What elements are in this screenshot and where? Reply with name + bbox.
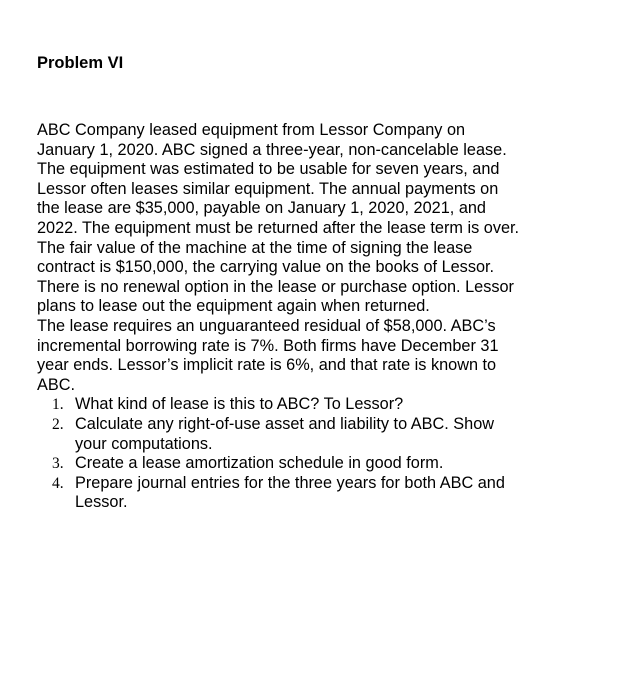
question-item [37,474,617,513]
text-line: 2022. The equipment must be returned after the lease term is over. [37,218,520,237]
text-line: year ends. Lessor’s implicit rate is 6%, and that rate is known to [37,356,497,375]
text-line: incremental borrowing rate is 7%. Both firms have December 31 [37,336,499,355]
text-line: plans to lease out the equipment again when returned. [37,297,430,316]
question-text: Calculate any right-of-use asset and liability to ABC. Show [75,414,495,433]
text-line: contract is $150,000, the carrying value on the books of Lessor. [37,258,495,277]
question-list [37,395,617,513]
question-text: Prepare journal entries for the three years for both ABC and [75,473,505,492]
text-line: Lessor often leases similar equipment. The annual payments on [37,179,499,198]
problem-paragraph-terms [37,317,617,395]
question-number: 2. [52,415,64,433]
problem-paragraph-facts [37,121,617,317]
question-text: Lessor. [75,493,128,512]
text-line: ABC Company leased equipment from Lessor Company on [37,121,466,139]
question-item [37,454,617,474]
text-line: There is no renewal option in the lease or purchase option. Lessor [37,277,514,296]
question-number: 3. [52,455,64,473]
question-number: 4. [52,474,64,492]
question-text: What kind of lease is this to ABC? To Lessor? [75,395,404,414]
question-item [37,395,617,415]
problem-body [37,121,617,513]
text-line: The fair value of the machine at the time of signing the lease [37,238,473,257]
question-text: Create a lease amortization schedule in good form. [75,454,444,473]
text-line: the lease are $35,000, payable on January 1, 2020, 2021, and [37,199,486,218]
text-line: ABC. [37,375,76,394]
question-number: 1. [52,396,64,414]
text-line: The equipment was estimated to be usable for seven years, and [37,160,500,179]
text-line: The lease requires an unguaranteed residual of $58,000. ABC’s [37,316,496,335]
question-text: your computations. [75,434,213,453]
problem-title: Problem VI [37,54,124,72]
question-item [37,415,617,454]
text-line: January 1, 2020. ABC signed a three-year, non-cancelable lease. [37,140,507,159]
